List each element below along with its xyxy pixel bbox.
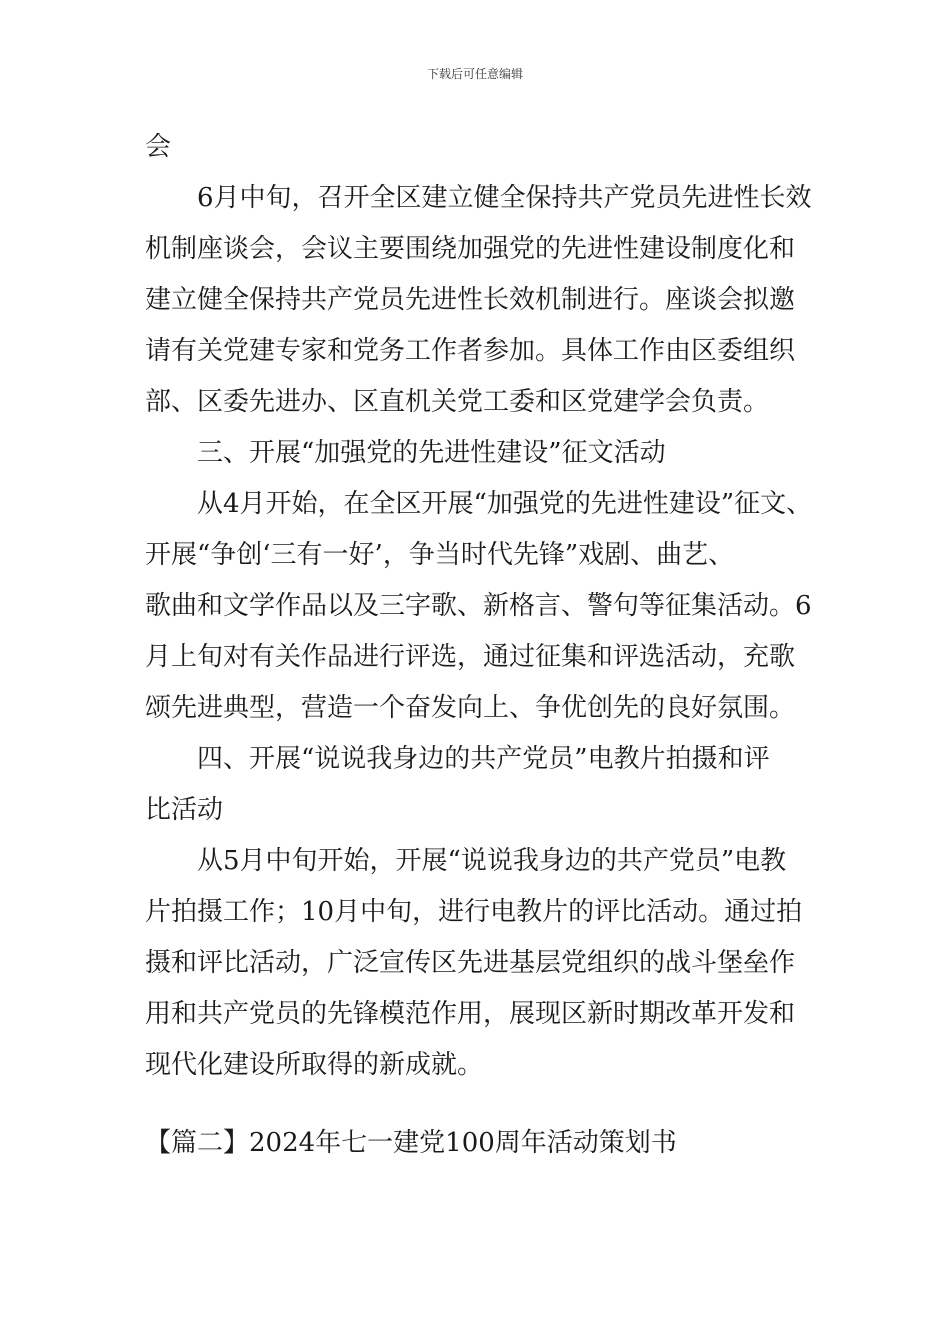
text-line: 请有关党建专家和党务工作者参加。具体工作由区委组织 <box>145 336 796 366</box>
page-header-note: 下载后可任意编辑 <box>426 67 523 81</box>
text-line: 片拍摄工作；10月中旬，进行电教片的评比活动。通过拍 <box>145 897 803 927</box>
text-line: 月上旬对有关作品进行评选，通过征集和评选活动，充歌 <box>145 642 796 672</box>
heading-line-4-cont: 比活动 <box>145 795 224 825</box>
section-title: 【篇二】2024年七一建党100周年活动策划书 <box>145 1128 677 1158</box>
text-line: 建立健全保持共产党员先进性长效机制进行。座谈会拟邀 <box>145 285 796 315</box>
text-line: 歌曲和文学作品以及三字歌、新格言、警句等征集活动。6 <box>145 591 812 621</box>
text-line: 开展“争创‘三有一好’，争当时代先锋”戏剧、曲艺、 <box>145 540 735 570</box>
document-body <box>145 122 825 1091</box>
heading-line-4: 四、开展“说说我身边的共产党员”电教片拍摄和评 <box>145 744 770 774</box>
text-line: 用和共产党员的先锋模范作用，展现区新时期改革开发和 <box>145 999 796 1029</box>
text-line: 颂先进典型，营造一个奋发向上、争优创先的良好氛围。 <box>145 693 796 723</box>
text-line: 摄和评比活动，广泛宣传区先进基层党组织的战斗堡垒作 <box>145 948 796 978</box>
text-line: 从5月中旬开始，开展“说说我身边的共产党员”电教 <box>145 846 787 876</box>
text-line: 现代化建设所取得的新成就。 <box>145 1050 484 1080</box>
text-line: 会 <box>145 132 172 162</box>
heading-line-3: 三、开展“加强党的先进性建设”征文活动 <box>145 438 666 468</box>
text-line: 6月中旬，召开全区建立健全保持共产党员先进性长效 <box>145 183 812 213</box>
text-line: 机制座谈会，会议主要围绕加强党的先进性建设制度化和 <box>145 234 796 264</box>
text-line: 从4月开始，在全区开展“加强党的先进性建设”征文、 <box>145 489 813 519</box>
text-line: 部、区委先进办、区直机关党工委和区党建学会负责。 <box>145 387 770 417</box>
